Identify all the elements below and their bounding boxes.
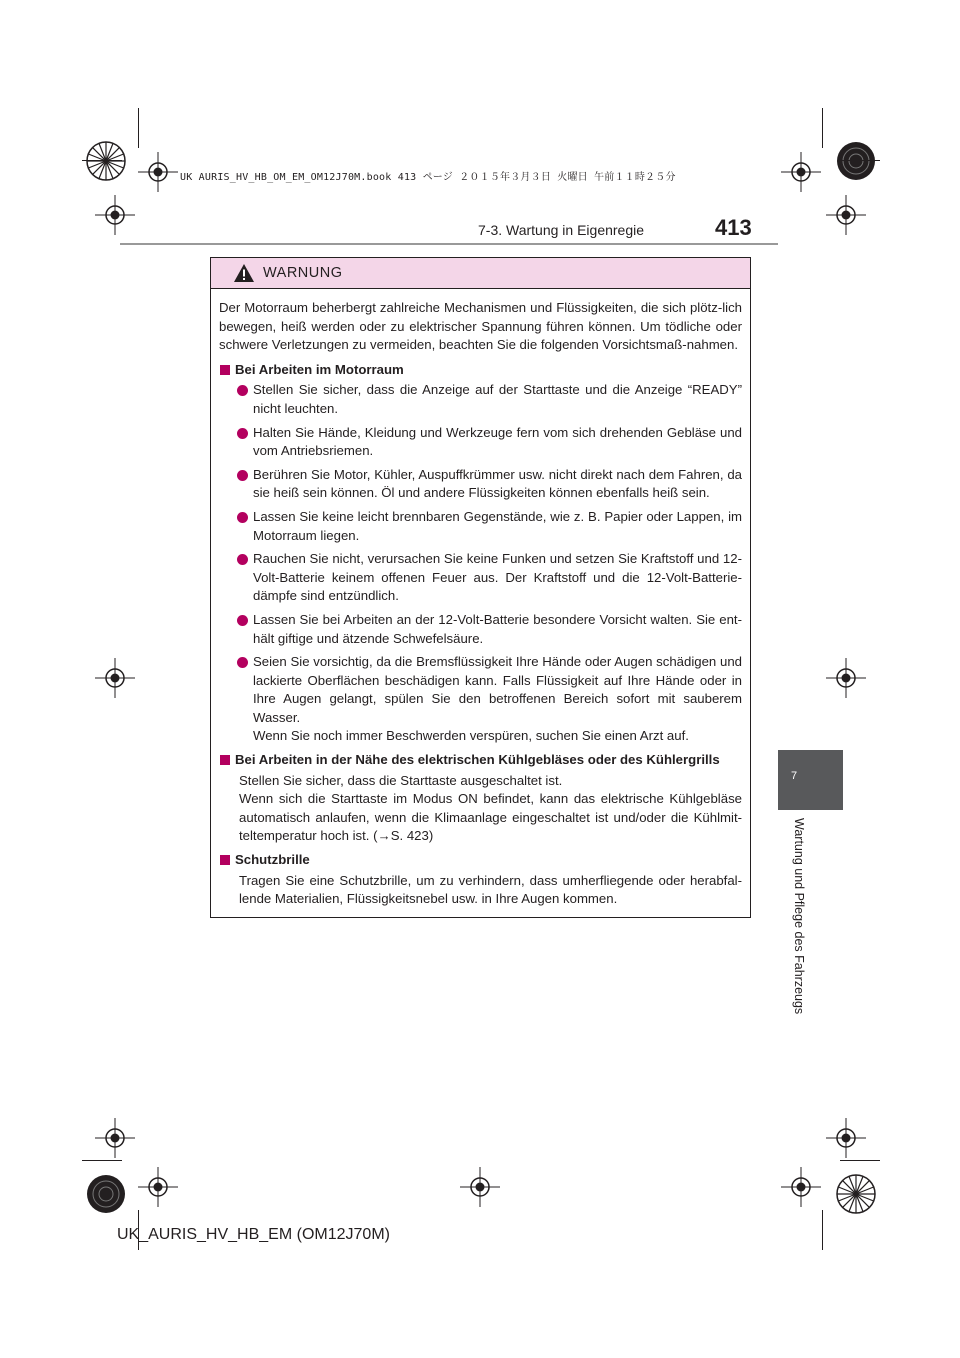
bullet-item (219, 381, 742, 418)
page-number: 413 (715, 215, 752, 240)
warning-box (210, 257, 751, 918)
circle-bullet-icon (237, 428, 248, 439)
crosshair-mark-top-2 (781, 152, 821, 192)
bullet-text: Halten Sie Hände, Kleidung und Werkzeuge fern vom sich drehenden Gebläse und vom Antriebsriemen. (253, 424, 742, 459)
bullet-item (219, 611, 742, 648)
section-heading-text: Schutzbrille (235, 852, 310, 868)
bullet-text: Rauchen Sie nicht, verursachen Sie keine Funken und setzen Sie Kraftstoff und 12-Volt-Batterie keinem offenen Feuer aus. Der Kraftstoff und die 12-Volt-Batterie-dämpfe sind entzündlich. (253, 551, 742, 604)
registration-wheel-top-right (835, 140, 877, 182)
paragraph-line: Tragen Sie eine Schutzbrille, um zu verhindern, dass umherfliegende oder herabfal-lende Materialien, Flüssigkeitsnebel usw. in Ihre Augen kommen. (239, 872, 742, 907)
crosshair-mark-bottom-2 (781, 1167, 821, 1207)
crosshair-mark-bottom-left (95, 1118, 135, 1158)
crop-line (138, 108, 139, 148)
section-title: 7-3. Wartung in Eigenregie (478, 222, 645, 238)
bullet-item (219, 424, 742, 461)
crosshair-mark-bottom-center (460, 1167, 500, 1207)
bullet-text: Stellen Sie sicher, dass die Anzeige auf der Starttaste und die Anzeige “READY” nicht leuchten. (253, 382, 742, 416)
bullet-text: Lassen Sie bei Arbeiten an der 12-Volt-Batterie besondere Vorsicht walten. Sie ent-hält giftige und ätzende Schwefelsäure. (253, 611, 742, 646)
registration-wheel-bottom-right (835, 1173, 877, 1215)
bullet-item (219, 550, 742, 606)
crosshair-mark-top-1 (138, 152, 178, 192)
circle-bullet-icon (237, 554, 248, 565)
bullet-item (219, 653, 742, 746)
chapter-number: 7 (791, 770, 798, 782)
crosshair-mark-bottom-right (826, 1118, 866, 1158)
crop-line (840, 160, 880, 161)
crosshair-mark-mid-left (95, 658, 135, 698)
chapter-label: Wartung und Pflege des Fahrzeugs (792, 818, 806, 1015)
bullet-text: Seien Sie vorsichtig, da die Bremsflüssigkeit Ihre Hände oder Augen schädigen und lackierte Oberflächen beschädigen kann. Falls Flüssigkeit auf Ihre Hände oder in Ihre Augen gelangt, spülen Sie den betroffenen Bereich sofort mit sauberem Wasser. (253, 654, 742, 725)
warning-title: WARNUNG (263, 265, 343, 281)
paragraph-line: Wenn sich die Starttaste im Modus ON befindet, kann das elektrische Kühlgebläse automatisch anlaufen, wenn die Klimaanlage eingeschaltet ist und/oder die Kühlmit-teltemperatur hoch ist. (→S. 423) (239, 791, 742, 844)
section-heading (219, 361, 742, 380)
crop-line (82, 160, 122, 161)
paragraph-line: Stellen Sie sicher, dass die Starttaste ausgeschaltet ist. (239, 772, 563, 788)
crop-line (82, 1160, 122, 1161)
header-rule (120, 243, 778, 245)
print-info: UK AURIS_HV_HB_OM_EM_OM12J70M.book 413 ページ ２０１５年３月３日 火曜日 午前１１時２５分 (180, 172, 676, 183)
footer-code: UK_AURIS_HV_HB_EM (OM12J70M) (117, 1226, 390, 1243)
crosshair-mark-mid-right (826, 658, 866, 698)
square-bullet-icon (220, 365, 230, 375)
crosshair-mark-bottom-1 (138, 1167, 178, 1207)
bullet-text: Wenn Sie noch immer Beschwerden verspüren, suchen Sie einen Arzt auf. (253, 728, 689, 744)
crop-line (822, 1210, 823, 1250)
warning-body (211, 289, 750, 909)
section-heading-text: Bei Arbeiten in der Nähe des elektrischen Kühlgebläses oder des Kühlergrills (235, 752, 720, 768)
crosshair-mark-top-left (95, 195, 135, 235)
square-bullet-icon (220, 855, 230, 865)
section-paragraph (219, 772, 742, 846)
bullet-text: Lassen Sie keine leicht brennbaren Gegenstände, wie z. B. Papier oder Lappen, im Motorraum liegen. (253, 508, 742, 543)
circle-bullet-icon (237, 615, 248, 626)
section-paragraph (219, 872, 742, 909)
circle-bullet-icon (237, 470, 248, 481)
section-heading (219, 751, 742, 770)
registration-wheel-bottom-left (85, 1173, 127, 1215)
section-heading-text: Bei Arbeiten im Motorraum (235, 361, 404, 377)
section-heading (219, 851, 742, 870)
crop-line (840, 1160, 880, 1161)
warning-intro: Der Motorraum beherbergt zahlreiche Mechanismen und Flüssigkeiten, die sich plötz-lich bewegen, heiß werden oder zu elektrischer Spannung führen können. Um tödliche oder schwere Verletzungen zu vermeiden, beachten Sie die folgenden Vorsichtsmaß-nahmen. (219, 300, 742, 353)
bullet-item (219, 508, 742, 545)
warning-triangle-icon (233, 263, 255, 283)
registration-wheel-top-left (85, 140, 127, 182)
circle-bullet-icon (237, 512, 248, 523)
circle-bullet-icon (237, 657, 248, 668)
crop-line (822, 108, 823, 148)
circle-bullet-icon (237, 385, 248, 396)
square-bullet-icon (220, 755, 230, 765)
crosshair-mark-top-right (826, 195, 866, 235)
chapter-tab (778, 750, 843, 810)
bullet-item (219, 466, 742, 503)
bullet-text: Berühren Sie Motor, Kühler, Auspuffkrümmer usw. nicht direkt nach dem Fahren, da sie heiß sein können. Öl und andere Flüssigkeiten können ebenfalls heiß sein. (253, 466, 742, 501)
warning-header (211, 258, 750, 289)
